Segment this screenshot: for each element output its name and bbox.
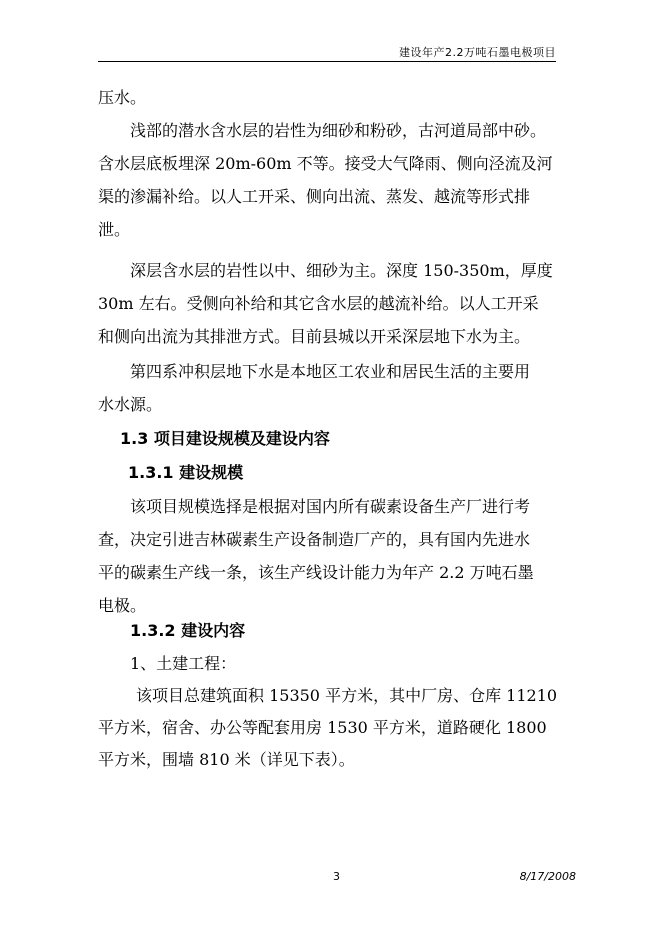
header-project-title: 建设年产2.2万吨石墨电极项目 [399, 46, 556, 59]
paragraph-line: 30m 左右。受侧向补给和其它含水层的越流补给。以人工开采 [98, 294, 539, 313]
footer-date: 8/17/2008 [519, 870, 576, 883]
paragraph-line: 含水层底板埋深 20m-60m 不等。接受大气降雨、侧向泾流及河 [98, 154, 553, 173]
section-heading-1-3-1: 1.3.1 建设规模 [128, 463, 244, 482]
page-number: 3 [333, 870, 340, 883]
paragraph-line: 查，决定引进吉林碳素生产设备制造厂产的，具有国内先进水 [98, 530, 531, 549]
header-rule [98, 61, 556, 62]
section-heading-1-3-2: 1.3.2 建设内容 [130, 621, 246, 640]
paragraph-line: 第四系冲积层地下水是本地区工农业和居民生活的主要用 [130, 362, 531, 381]
paragraph-line: 该项目规模选择是根据对国内所有碳素设备生产厂进行考 [130, 497, 531, 516]
list-item-label: 1、土建工程： [130, 654, 237, 673]
paragraph-line: 电极。 [98, 596, 147, 615]
paragraph-line: 渠的渗漏补给。以人工开采、侧向出流、蒸发、越流等形式排 [98, 187, 531, 206]
paragraph-line: 平方米，围墙 810 米（详见下表）。 [98, 750, 355, 769]
paragraph-line: 平方米，宿舍、办公等配套用房 1530 平方米，道路硬化 1800 [98, 718, 547, 737]
section-heading-1-3: 1.3 项目建设规模及建设内容 [120, 429, 330, 448]
paragraph-line: 泄。 [98, 220, 131, 239]
paragraph-line: 和侧向出流为其排泄方式。目前县城以开采深层地下水为主。 [98, 327, 531, 346]
paragraph-line: 平的碳素生产线一条，该生产线设计能力为年产 2.2 万吨石墨 [98, 563, 534, 582]
paragraph-line: 水水源。 [98, 395, 163, 414]
paragraph-line: 该项目总建筑面积 15350 平方米，其中厂房、仓库 11210 [136, 686, 558, 705]
paragraph-line: 浅部的潜水含水层的岩性为细砂和粉砂，古河道局部中砂。 [130, 121, 547, 140]
paragraph-line: 压水。 [98, 88, 147, 107]
paragraph-line: 深层含水层的岩性以中、细砂为主。深度 150-350m，厚度 [130, 261, 553, 280]
